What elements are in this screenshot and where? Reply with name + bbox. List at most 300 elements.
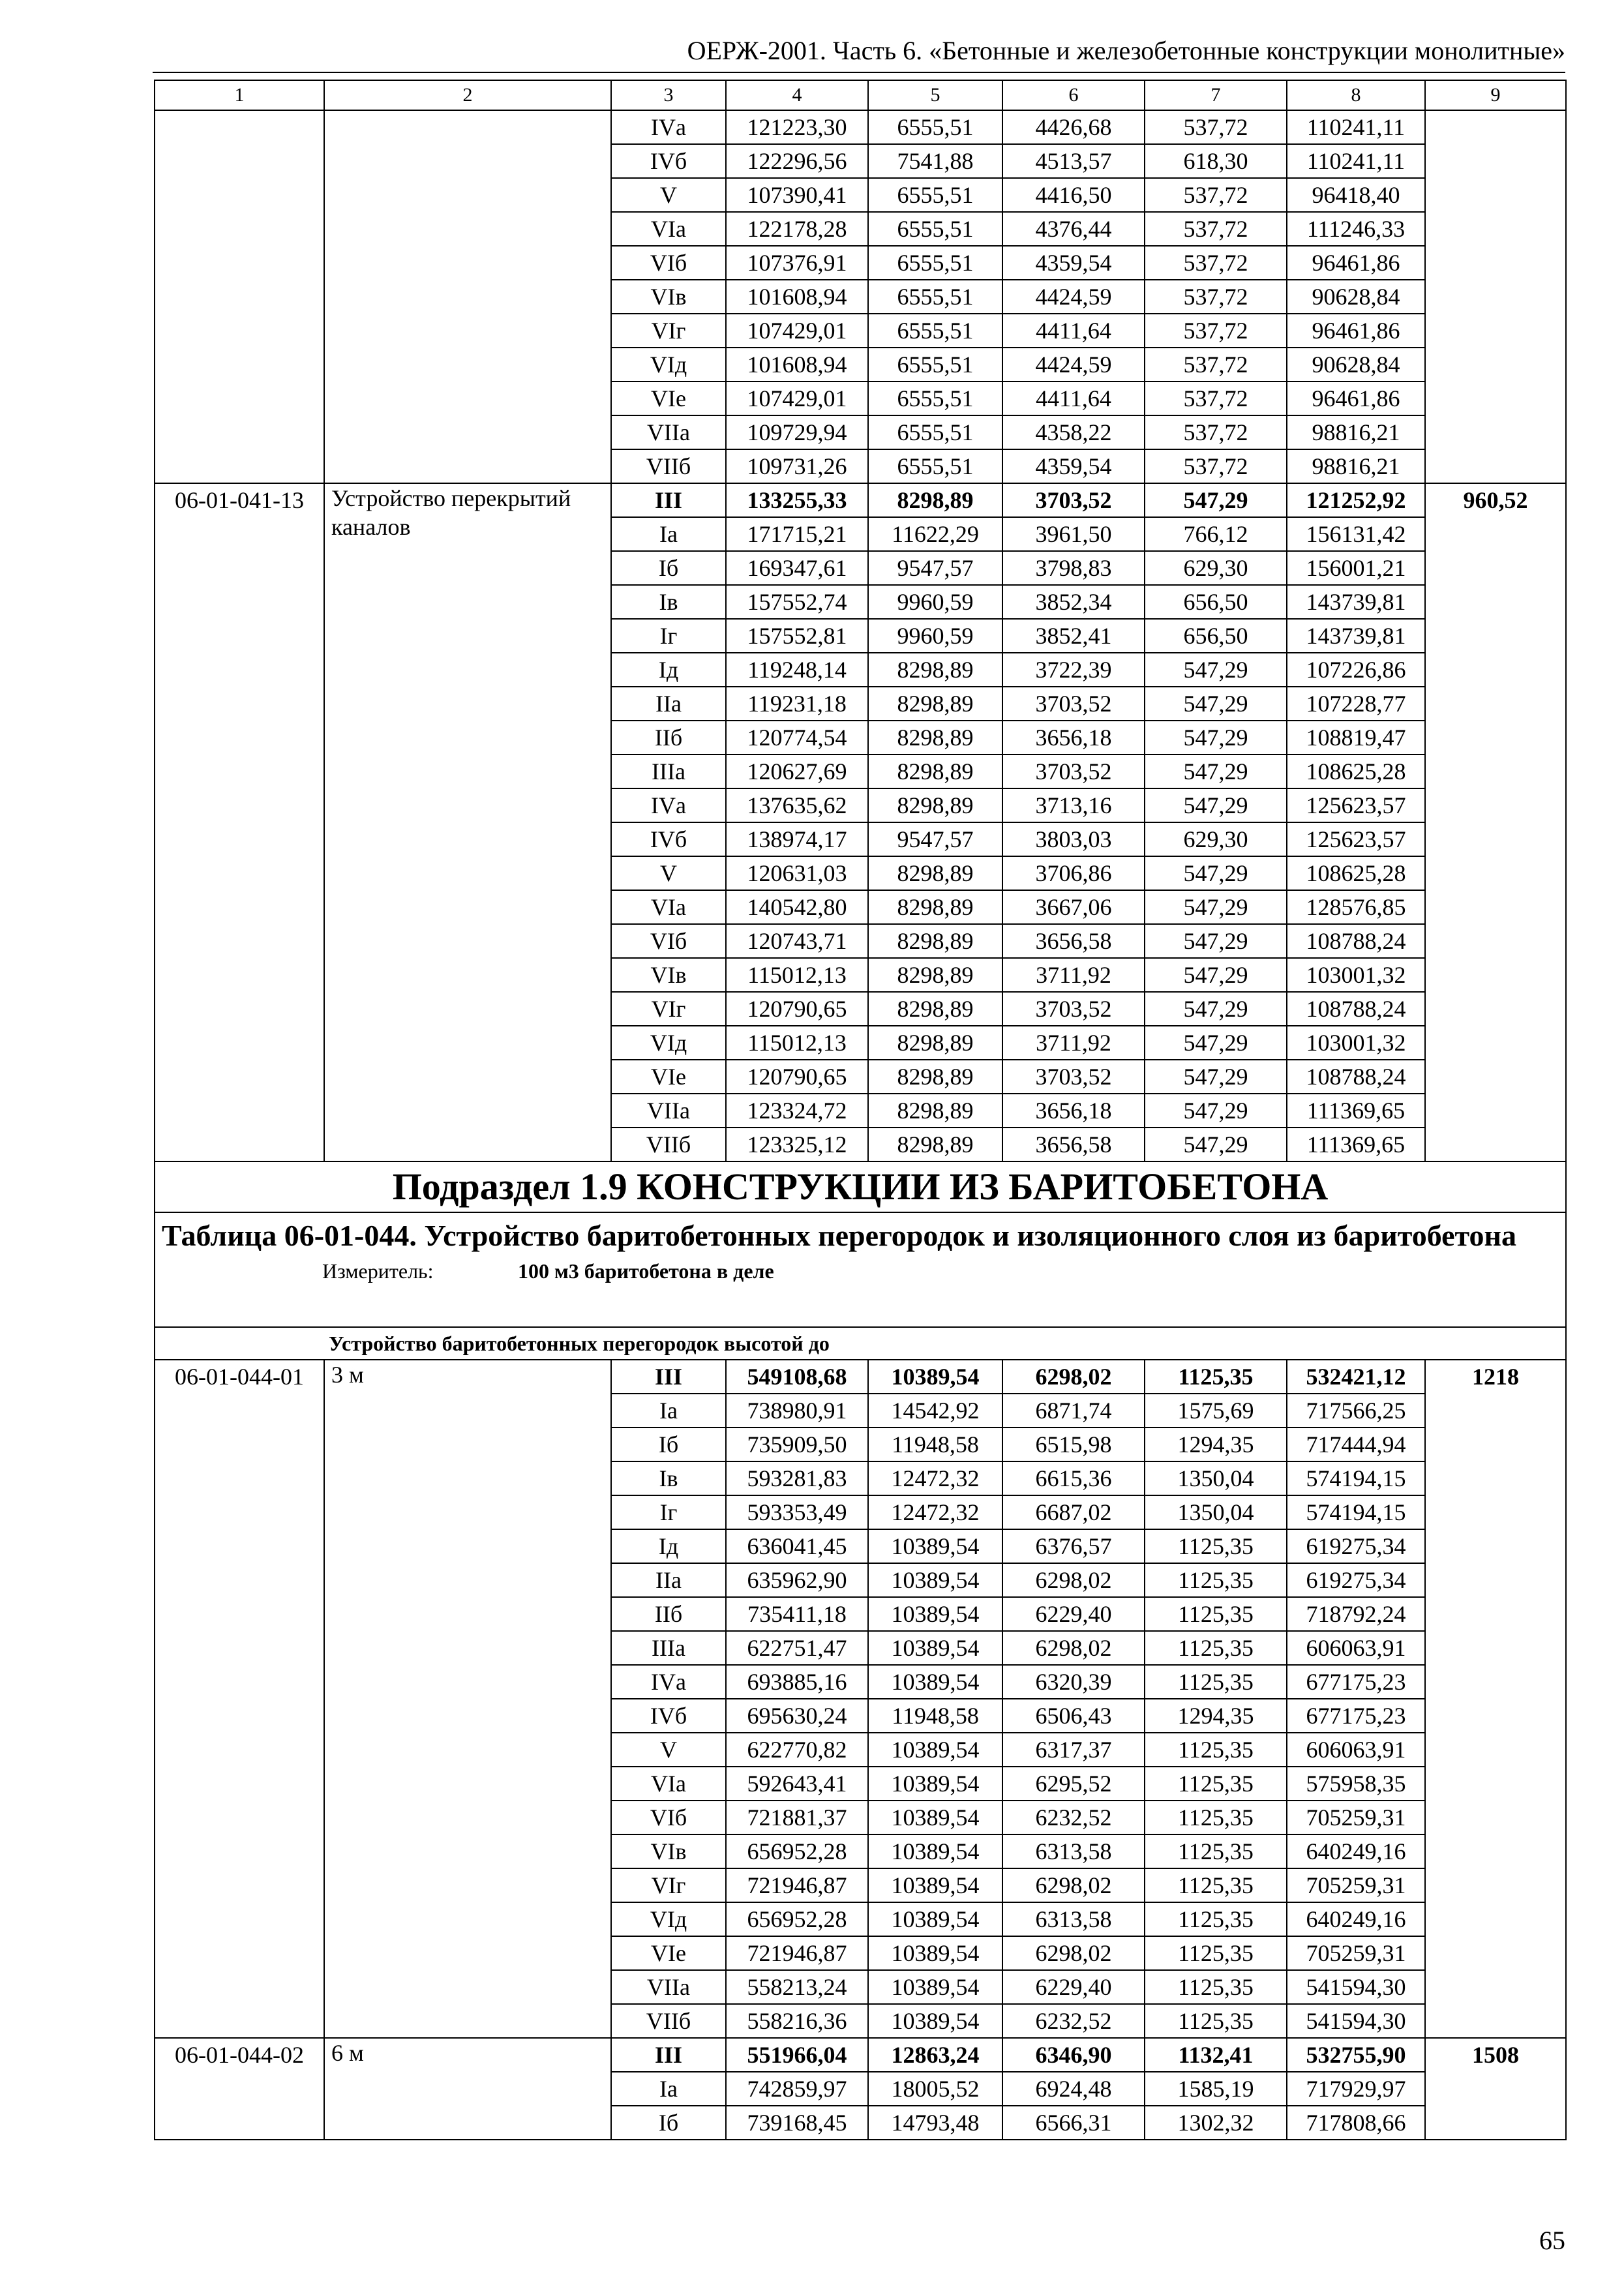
value-cell: 3667,06	[1002, 890, 1145, 924]
value-cell: 8298,89	[868, 788, 1002, 822]
zone-cell: III	[611, 1360, 726, 1394]
zone-cell: VIв	[611, 1834, 726, 1868]
value-cell: 125623,57	[1287, 788, 1425, 822]
zone-cell: V	[611, 178, 726, 212]
value-cell: 640249,16	[1287, 1902, 1425, 1936]
zone-cell: VIв	[611, 280, 726, 314]
value-cell: 677175,23	[1287, 1699, 1425, 1733]
value-cell: 6506,43	[1002, 1699, 1145, 1733]
value-cell: 6298,02	[1002, 1936, 1145, 1970]
value-cell: 125623,57	[1287, 822, 1425, 856]
value-cell: 111369,65	[1287, 1128, 1425, 1161]
value-cell: 6555,51	[868, 212, 1002, 246]
value-cell: 1350,04	[1145, 1461, 1287, 1495]
value-cell: 656,50	[1145, 619, 1287, 653]
value-cell: 111246,33	[1287, 212, 1425, 246]
zone-cell: IVа	[611, 788, 726, 822]
value-cell: 705259,31	[1287, 1936, 1425, 1970]
value-cell: 593281,83	[726, 1461, 868, 1495]
column-number-row	[155, 80, 1566, 110]
value-cell: 120790,65	[726, 992, 868, 1026]
zone-cell: Iб	[611, 2106, 726, 2140]
value-cell: 1125,35	[1145, 1801, 1287, 1834]
value-cell: 717929,97	[1287, 2072, 1425, 2106]
zone-cell: IIб	[611, 721, 726, 755]
value-cell: 721881,37	[726, 1801, 868, 1834]
zone-cell: VIб	[611, 246, 726, 280]
value-cell: 6566,31	[1002, 2106, 1145, 2140]
value-cell: 8298,89	[868, 1026, 1002, 1060]
rate-code	[155, 110, 324, 483]
value-cell: 547,29	[1145, 924, 1287, 958]
value-cell: 8298,89	[868, 1060, 1002, 1094]
value-cell: 8298,89	[868, 687, 1002, 721]
zone-cell: VIд	[611, 1902, 726, 1936]
zone-cell: VIIа	[611, 415, 726, 449]
value-cell: 558216,36	[726, 2004, 868, 2038]
value-cell: 10389,54	[868, 1834, 1002, 1868]
value-cell: 108625,28	[1287, 856, 1425, 890]
value-cell: 140542,80	[726, 890, 868, 924]
table-title-row	[155, 1212, 1566, 1327]
value-cell: 574194,15	[1287, 1461, 1425, 1495]
value-cell: 1575,69	[1145, 1394, 1287, 1428]
value-cell: 157552,74	[726, 585, 868, 619]
value-cell: 3656,18	[1002, 721, 1145, 755]
table-row	[155, 1360, 1566, 1394]
labor-cost: 1218	[1425, 1360, 1566, 2038]
value-cell: 1125,35	[1145, 1767, 1287, 1801]
value-cell: 143739,81	[1287, 619, 1425, 653]
value-cell: 721946,87	[726, 1868, 868, 1902]
zone-cell: VIд	[611, 348, 726, 382]
work-name	[324, 110, 611, 483]
column-number: 1	[155, 80, 324, 110]
value-cell: 532755,90	[1287, 2038, 1425, 2072]
value-cell: 98816,21	[1287, 415, 1425, 449]
value-cell: 4416,50	[1002, 178, 1145, 212]
value-cell: 6317,37	[1002, 1733, 1145, 1767]
value-cell: 169347,61	[726, 551, 868, 585]
value-cell: 10389,54	[868, 1631, 1002, 1665]
value-cell: 3703,52	[1002, 483, 1145, 517]
zone-cell: Iд	[611, 653, 726, 687]
value-cell: 156131,42	[1287, 517, 1425, 551]
work-name: 6 м	[324, 2038, 611, 2140]
value-cell: 109729,94	[726, 415, 868, 449]
value-cell: 717444,94	[1287, 1428, 1425, 1461]
value-cell: 558213,24	[726, 1970, 868, 2004]
zone-cell: VIб	[611, 1801, 726, 1834]
zone-cell: VIе	[611, 1936, 726, 1970]
value-cell: 10389,54	[868, 1360, 1002, 1394]
zone-cell: VIа	[611, 890, 726, 924]
value-cell: 128576,85	[1287, 890, 1425, 924]
value-cell: 721946,87	[726, 1936, 868, 1970]
zone-cell: IIа	[611, 687, 726, 721]
value-cell: 766,12	[1145, 517, 1287, 551]
value-cell: 156001,21	[1287, 551, 1425, 585]
value-cell: 547,29	[1145, 1094, 1287, 1128]
value-cell: 1302,32	[1145, 2106, 1287, 2140]
rate-code: 06-01-044-02	[155, 2038, 324, 2140]
value-cell: 6229,40	[1002, 1970, 1145, 2004]
value-cell: 1125,35	[1145, 1834, 1287, 1868]
value-cell: 735411,18	[726, 1597, 868, 1631]
value-cell: 537,72	[1145, 314, 1287, 348]
value-cell: 12863,24	[868, 2038, 1002, 2072]
value-cell: 629,30	[1145, 822, 1287, 856]
page-number: 65	[1539, 2226, 1565, 2255]
value-cell: 547,29	[1145, 992, 1287, 1026]
value-cell: 10389,54	[868, 1563, 1002, 1597]
value-cell: 6515,98	[1002, 1428, 1145, 1461]
meter-value: 100 м3 баритобетона в деле	[518, 1259, 774, 1283]
value-cell: 7541,88	[868, 144, 1002, 178]
value-cell: 6229,40	[1002, 1597, 1145, 1631]
value-cell: 547,29	[1145, 721, 1287, 755]
value-cell: 10389,54	[868, 1665, 1002, 1699]
zone-cell: V	[611, 856, 726, 890]
value-cell: 6555,51	[868, 314, 1002, 348]
value-cell: 1350,04	[1145, 1495, 1287, 1529]
value-cell: 575958,35	[1287, 1767, 1425, 1801]
column-number: 5	[868, 80, 1002, 110]
value-cell: 547,29	[1145, 1128, 1287, 1161]
table-row	[155, 110, 1566, 144]
value-cell: 6615,36	[1002, 1461, 1145, 1495]
table-body-bottom	[155, 1360, 1566, 2140]
value-cell: 171715,21	[726, 517, 868, 551]
value-cell: 4411,64	[1002, 382, 1145, 415]
zone-cell: VIб	[611, 924, 726, 958]
value-cell: 108788,24	[1287, 992, 1425, 1026]
value-cell: 6295,52	[1002, 1767, 1145, 1801]
table-body-top	[155, 80, 1566, 1161]
value-cell: 110241,11	[1287, 144, 1425, 178]
value-cell: 6298,02	[1002, 1563, 1145, 1597]
zone-cell: IIа	[611, 1563, 726, 1597]
value-cell: 1125,35	[1145, 1631, 1287, 1665]
value-cell: 8298,89	[868, 721, 1002, 755]
value-cell: 8298,89	[868, 856, 1002, 890]
value-cell: 120631,03	[726, 856, 868, 890]
value-cell: 6555,51	[868, 110, 1002, 144]
value-cell: 3656,58	[1002, 924, 1145, 958]
value-cell: 537,72	[1145, 280, 1287, 314]
value-cell: 6555,51	[868, 348, 1002, 382]
zone-cell: VIг	[611, 1868, 726, 1902]
zone-cell: IVб	[611, 144, 726, 178]
value-cell: 717808,66	[1287, 2106, 1425, 2140]
zone-cell: VIе	[611, 1060, 726, 1094]
rate-code: 06-01-044-01	[155, 1360, 324, 2038]
value-cell: 574194,15	[1287, 1495, 1425, 1529]
value-cell: 537,72	[1145, 110, 1287, 144]
zone-cell: IIб	[611, 1597, 726, 1631]
value-cell: 3656,18	[1002, 1094, 1145, 1128]
value-cell: 115012,13	[726, 958, 868, 992]
value-cell: 541594,30	[1287, 1970, 1425, 2004]
table-row	[155, 483, 1566, 517]
value-cell: 6298,02	[1002, 1631, 1145, 1665]
value-cell: 738980,91	[726, 1394, 868, 1428]
value-cell: 96461,86	[1287, 246, 1425, 280]
value-cell: 115012,13	[726, 1026, 868, 1060]
value-cell: 1294,35	[1145, 1428, 1287, 1461]
value-cell: 1125,35	[1145, 1733, 1287, 1767]
zone-cell: IIIа	[611, 1631, 726, 1665]
zone-cell: VIIб	[611, 1128, 726, 1161]
zone-cell: IVа	[611, 1665, 726, 1699]
value-cell: 108788,24	[1287, 1060, 1425, 1094]
running-header: ОЕРЖ-2001. Часть 6. «Бетонные и железобетонные конструкции монолитные»	[687, 36, 1565, 65]
value-cell: 1294,35	[1145, 1699, 1287, 1733]
value-cell: 11948,58	[868, 1428, 1002, 1461]
value-cell: 8298,89	[868, 1094, 1002, 1128]
value-cell: 8298,89	[868, 992, 1002, 1026]
value-cell: 96461,86	[1287, 314, 1425, 348]
value-cell: 8298,89	[868, 924, 1002, 958]
value-cell: 537,72	[1145, 178, 1287, 212]
value-cell: 6232,52	[1002, 2004, 1145, 2038]
meter-label: Измеритель:	[322, 1259, 434, 1283]
value-cell: 4411,64	[1002, 314, 1145, 348]
value-cell: 547,29	[1145, 958, 1287, 992]
value-cell: 10389,54	[868, 2004, 1002, 2038]
value-cell: 101608,94	[726, 280, 868, 314]
value-cell: 677175,23	[1287, 1665, 1425, 1699]
section-title: Подраздел 1.9 КОНСТРУКЦИИ ИЗ БАРИТОБЕТОНА	[155, 1161, 1566, 1212]
value-cell: 4376,44	[1002, 212, 1145, 246]
value-cell: 10389,54	[868, 1936, 1002, 1970]
value-cell: 108788,24	[1287, 924, 1425, 958]
meter-line	[162, 1257, 1559, 1285]
zone-cell: Iг	[611, 619, 726, 653]
value-cell: 1125,35	[1145, 1665, 1287, 1699]
value-cell: 718792,24	[1287, 1597, 1425, 1631]
value-cell: 6555,51	[868, 178, 1002, 212]
value-cell: 3722,39	[1002, 653, 1145, 687]
value-cell: 622751,47	[726, 1631, 868, 1665]
column-number: 7	[1145, 80, 1287, 110]
value-cell: 4359,54	[1002, 246, 1145, 280]
column-number: 2	[324, 80, 611, 110]
value-cell: 3703,52	[1002, 755, 1145, 788]
value-cell: 120774,54	[726, 721, 868, 755]
value-cell: 6871,74	[1002, 1394, 1145, 1428]
column-number: 3	[611, 80, 726, 110]
value-cell: 10389,54	[868, 1529, 1002, 1563]
value-cell: 547,29	[1145, 890, 1287, 924]
value-cell: 742859,97	[726, 2072, 868, 2106]
value-cell: 96461,86	[1287, 382, 1425, 415]
rates-table	[154, 80, 1567, 2140]
value-cell: 4359,54	[1002, 449, 1145, 483]
value-cell: 619275,34	[1287, 1563, 1425, 1597]
value-cell: 693885,16	[726, 1665, 868, 1699]
value-cell: 8298,89	[868, 890, 1002, 924]
value-cell: 547,29	[1145, 856, 1287, 890]
value-cell: 119231,18	[726, 687, 868, 721]
zone-cell: IIIа	[611, 755, 726, 788]
value-cell: 6346,90	[1002, 2038, 1145, 2072]
value-cell: 133255,33	[726, 483, 868, 517]
value-cell: 9547,57	[868, 822, 1002, 856]
zone-cell: VIе	[611, 382, 726, 415]
zone-cell: VIа	[611, 1767, 726, 1801]
zone-cell: Iг	[611, 1495, 726, 1529]
value-cell: 735909,50	[726, 1428, 868, 1461]
value-cell: 705259,31	[1287, 1801, 1425, 1834]
value-cell: 547,29	[1145, 1060, 1287, 1094]
value-cell: 123325,12	[726, 1128, 868, 1161]
subheading-row	[155, 1327, 1566, 1360]
column-number: 9	[1425, 80, 1566, 110]
section-row	[155, 1161, 1566, 1212]
zone-cell: IVб	[611, 1699, 726, 1733]
value-cell: 10389,54	[868, 1597, 1002, 1631]
value-cell: 537,72	[1145, 348, 1287, 382]
value-cell: 1125,35	[1145, 1563, 1287, 1597]
value-cell: 656952,28	[726, 1834, 868, 1868]
value-cell: 90628,84	[1287, 348, 1425, 382]
value-cell: 122178,28	[726, 212, 868, 246]
value-cell: 537,72	[1145, 449, 1287, 483]
value-cell: 3703,52	[1002, 1060, 1145, 1094]
value-cell: 120743,71	[726, 924, 868, 958]
value-cell: 10389,54	[868, 1733, 1002, 1767]
value-cell: 107429,01	[726, 382, 868, 415]
value-cell: 717566,25	[1287, 1394, 1425, 1428]
subheading: Устройство баритобетонных перегородок высотой до	[155, 1327, 1566, 1360]
value-cell: 107390,41	[726, 178, 868, 212]
value-cell: 6376,57	[1002, 1529, 1145, 1563]
value-cell: 6555,51	[868, 382, 1002, 415]
value-cell: 593353,49	[726, 1495, 868, 1529]
value-cell: 4426,68	[1002, 110, 1145, 144]
zone-cell: V	[611, 1733, 726, 1767]
table-title-cell	[155, 1212, 1566, 1327]
labor-cost	[1425, 110, 1566, 483]
value-cell: 592643,41	[726, 1767, 868, 1801]
value-cell: 1125,35	[1145, 1597, 1287, 1631]
value-cell: 103001,32	[1287, 958, 1425, 992]
value-cell: 3656,58	[1002, 1128, 1145, 1161]
value-cell: 3706,86	[1002, 856, 1145, 890]
value-cell: 6232,52	[1002, 1801, 1145, 1834]
value-cell: 111369,65	[1287, 1094, 1425, 1128]
zone-cell: VIIа	[611, 1970, 726, 2004]
value-cell: 547,29	[1145, 653, 1287, 687]
value-cell: 4424,59	[1002, 280, 1145, 314]
value-cell: 137635,62	[726, 788, 868, 822]
value-cell: 4358,22	[1002, 415, 1145, 449]
value-cell: 606063,91	[1287, 1733, 1425, 1767]
zone-cell: VIIа	[611, 1094, 726, 1128]
value-cell: 606063,91	[1287, 1631, 1425, 1665]
value-cell: 6313,58	[1002, 1834, 1145, 1868]
value-cell: 3803,03	[1002, 822, 1145, 856]
value-cell: 636041,45	[726, 1529, 868, 1563]
value-cell: 96418,40	[1287, 178, 1425, 212]
value-cell: 10389,54	[868, 1902, 1002, 1936]
value-cell: 537,72	[1145, 415, 1287, 449]
value-cell: 551966,04	[726, 2038, 868, 2072]
value-cell: 18005,52	[868, 2072, 1002, 2106]
value-cell: 107429,01	[726, 314, 868, 348]
value-cell: 1125,35	[1145, 1529, 1287, 1563]
value-cell: 640249,16	[1287, 1834, 1425, 1868]
zone-cell: Iа	[611, 517, 726, 551]
value-cell: 14542,92	[868, 1394, 1002, 1428]
value-cell: 110241,11	[1287, 110, 1425, 144]
table-title: Таблица 06-01-044. Устройство баритобетонных перегородок и изоляционного слоя из баритобетона	[162, 1219, 1517, 1252]
value-cell: 537,72	[1145, 382, 1287, 415]
value-cell: 9547,57	[868, 551, 1002, 585]
value-cell: 9960,59	[868, 619, 1002, 653]
labor-cost: 1508	[1425, 2038, 1566, 2140]
zone-cell: VIд	[611, 1026, 726, 1060]
rate-code: 06-01-041-13	[155, 483, 324, 1161]
value-cell: 1125,35	[1145, 1902, 1287, 1936]
value-cell: 6313,58	[1002, 1902, 1145, 1936]
zone-cell: Iб	[611, 551, 726, 585]
section-block	[155, 1161, 1566, 1360]
value-cell: 4513,57	[1002, 144, 1145, 178]
zone-cell: IVб	[611, 822, 726, 856]
value-cell: 547,29	[1145, 1026, 1287, 1060]
value-cell: 6298,02	[1002, 1360, 1145, 1394]
work-name: Устройство перекрытий каналов	[324, 483, 611, 1161]
value-cell: 3703,52	[1002, 687, 1145, 721]
zone-cell: VIг	[611, 314, 726, 348]
value-cell: 138974,17	[726, 822, 868, 856]
value-cell: 1585,19	[1145, 2072, 1287, 2106]
header-rule	[153, 72, 1565, 73]
value-cell: 3961,50	[1002, 517, 1145, 551]
value-cell: 8298,89	[868, 653, 1002, 687]
value-cell: 10389,54	[868, 1767, 1002, 1801]
zone-cell: Iд	[611, 1529, 726, 1563]
value-cell: 532421,12	[1287, 1360, 1425, 1394]
value-cell: 3852,41	[1002, 619, 1145, 653]
value-cell: 9960,59	[868, 585, 1002, 619]
value-cell: 656952,28	[726, 1902, 868, 1936]
value-cell: 6555,51	[868, 449, 1002, 483]
value-cell: 109731,26	[726, 449, 868, 483]
value-cell: 547,29	[1145, 483, 1287, 517]
value-cell: 3798,83	[1002, 551, 1145, 585]
value-cell: 3703,52	[1002, 992, 1145, 1026]
value-cell: 705259,31	[1287, 1868, 1425, 1902]
labor-cost: 960,52	[1425, 483, 1566, 1161]
zone-cell: III	[611, 2038, 726, 2072]
value-cell: 739168,45	[726, 2106, 868, 2140]
value-cell: 108625,28	[1287, 755, 1425, 788]
value-cell: 143739,81	[1287, 585, 1425, 619]
value-cell: 120790,65	[726, 1060, 868, 1094]
zone-cell: III	[611, 483, 726, 517]
zone-cell: Iб	[611, 1428, 726, 1461]
value-cell: 122296,56	[726, 144, 868, 178]
zone-cell: IVа	[611, 110, 726, 144]
value-cell: 12472,32	[868, 1461, 1002, 1495]
value-cell: 108819,47	[1287, 721, 1425, 755]
zone-cell: Iа	[611, 2072, 726, 2106]
value-cell: 547,29	[1145, 755, 1287, 788]
value-cell: 98816,21	[1287, 449, 1425, 483]
